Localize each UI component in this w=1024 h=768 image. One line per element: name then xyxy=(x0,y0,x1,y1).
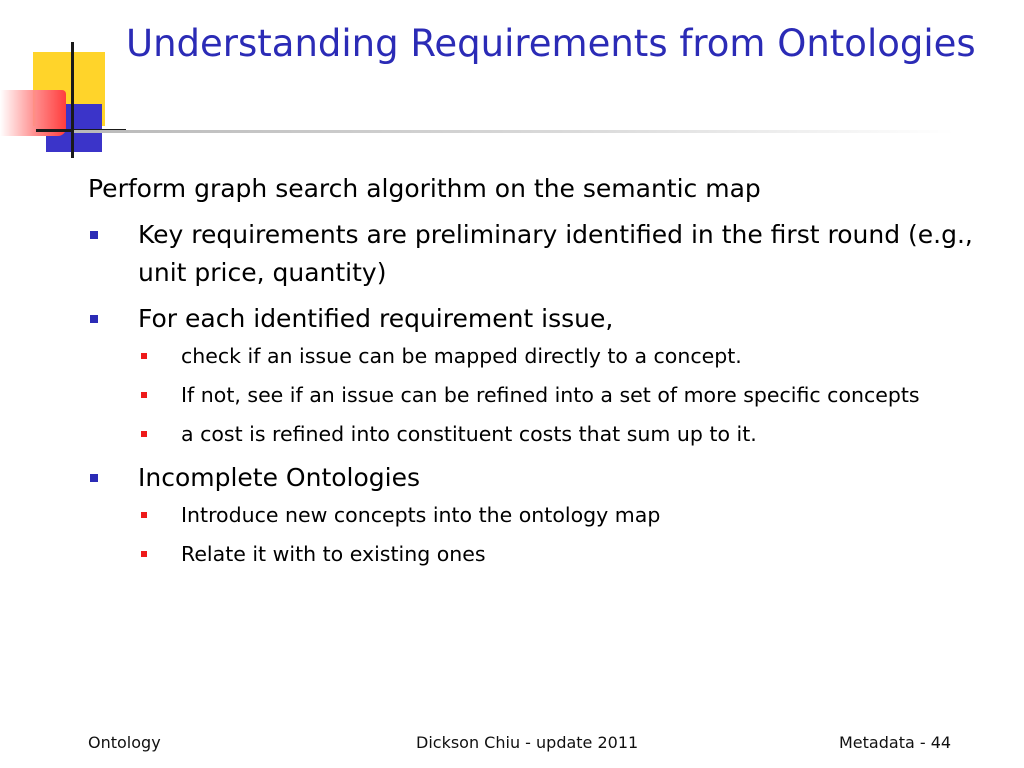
blue-square-bullet-icon xyxy=(90,231,98,239)
corner-logo-graphic xyxy=(0,0,130,165)
red-square-bullet-icon xyxy=(141,512,147,518)
slide-title: Understanding Requirements from Ontologies xyxy=(126,22,976,65)
sub-list-item xyxy=(138,340,988,373)
intro-line: Perform graph search algorithm on the semantic map xyxy=(88,174,761,203)
sub-list-item-text: check if an issue can be mapped directly to a concept. xyxy=(181,344,742,368)
list-item xyxy=(88,216,988,292)
bullet-list xyxy=(88,216,988,571)
blue-square-bullet-icon xyxy=(90,474,98,482)
sub-list-item-text: Relate it with to existing ones xyxy=(181,542,486,566)
list-item xyxy=(88,459,988,571)
slide-body xyxy=(88,170,988,579)
list-item xyxy=(88,300,988,451)
footer-page-number: Metadata - 44 xyxy=(839,733,952,752)
sub-list-item-text: Introduce new concepts into the ontology map xyxy=(181,503,661,527)
blue-square-bullet-icon xyxy=(90,315,98,323)
sub-list xyxy=(138,340,988,451)
list-item-text: Key requirements are preliminary identified in the first round (e.g., unit price, quantity) xyxy=(138,220,973,287)
sub-list-item xyxy=(138,499,988,532)
sub-list xyxy=(138,499,988,571)
footer-center: Dickson Chiu - update 2011 xyxy=(416,733,639,752)
red-square-bullet-icon xyxy=(141,431,147,437)
sub-list-item-text: a cost is refined into constituent costs that sum up to it. xyxy=(181,422,757,446)
title-divider xyxy=(74,130,954,133)
sub-list-item-text: If not, see if an issue can be refined into a set of more specific concepts xyxy=(181,383,920,407)
red-square-bullet-icon xyxy=(141,353,147,359)
list-item-text: For each identified requirement issue, xyxy=(138,304,614,333)
footer-left: Ontology xyxy=(88,733,161,752)
sub-list-item xyxy=(138,538,988,571)
list-item-text: Incomplete Ontologies xyxy=(138,463,421,492)
sub-list-item xyxy=(138,418,988,451)
logo-vertical-line xyxy=(71,42,74,158)
red-square-bullet-icon xyxy=(141,551,147,557)
sub-list-item xyxy=(138,379,988,412)
red-square-bullet-icon xyxy=(141,392,147,398)
